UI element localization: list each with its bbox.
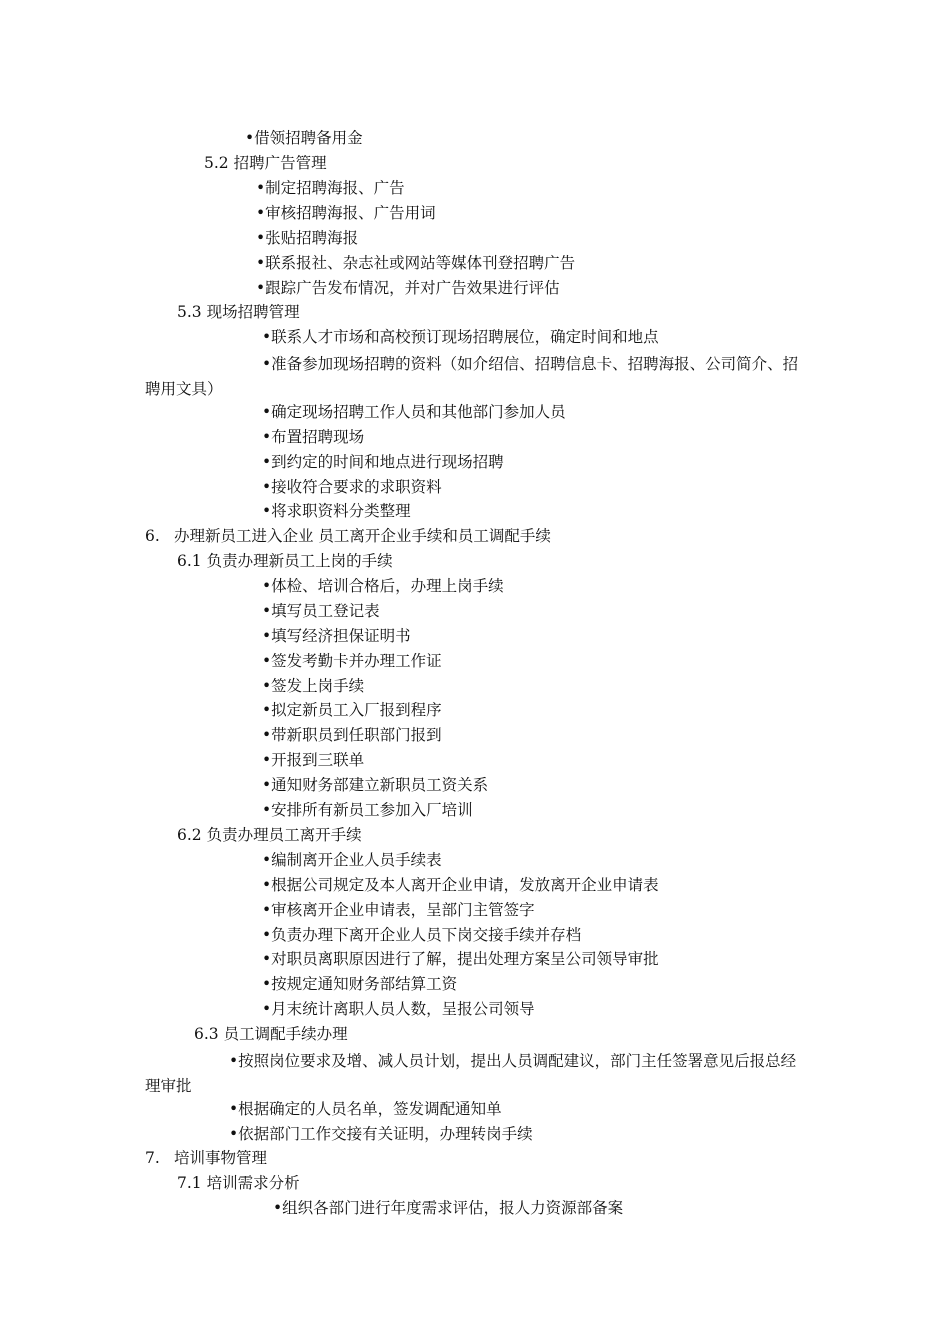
section-heading-5-3: 5.3 现场招聘管理 (177, 303, 300, 321)
list-item: • 联系报社、杂志社或网站等媒体刊登招聘广告 (256, 253, 575, 273)
list-item: • 负责办理下离开企业人员下岗交接手续并存档 (262, 925, 581, 945)
list-item: • 审核离开企业申请表，呈部门主管签字 (262, 900, 535, 920)
section-title: 培训事物管理 (174, 1149, 268, 1167)
section-number: 7. (145, 1149, 160, 1167)
list-item: • 按照岗位要求及增、减人员计划，提出人员调配建议，部门主任签署意见后报总经理审批 (145, 1049, 810, 1099)
list-item: • 布置招聘现场 (262, 427, 364, 447)
section-heading-6-1: 6.1 负责办理新员工上岗的手续 (177, 552, 393, 570)
list-item: • 根据公司规定及本人离开企业申请，发放离开企业申请表 (262, 875, 659, 895)
list-item: • 将求职资料分类整理 (262, 501, 411, 521)
list-item: • 体检、培训合格后，办理上岗手续 (262, 576, 504, 596)
list-item: • 填写员工登记表 (262, 601, 380, 621)
section-heading-5-2: 5.2 招聘广告管理 (204, 154, 327, 172)
list-item: • 通知财务部建立新职员工资关系 (262, 775, 488, 795)
section-heading-6 (145, 526, 551, 546)
list-item: • 审核招聘海报、广告用词 (256, 203, 436, 223)
list-item: • 准备参加现场招聘的资料（如介绍信、招聘信息卡、招聘海报、公司简介、招聘用文具） (145, 352, 810, 402)
section-heading-7-1: 7.1 培训需求分析 (177, 1174, 300, 1192)
list-item: • 拟定新员工入厂报到程序 (262, 700, 442, 720)
list-item: • 联系人才市场和高校预订现场招聘展位，确定时间和地点 (262, 327, 659, 347)
list-item: • 跟踪广告发布情况，并对广告效果进行评估 (256, 278, 560, 298)
list-item: • 带新职员到任职部门报到 (262, 725, 442, 745)
list-item: • 安排所有新员工参加入厂培训 (262, 800, 473, 820)
list-item: • 依据部门工作交接有关证明，办理转岗手续 (229, 1124, 533, 1144)
section-number: 6. (145, 527, 160, 545)
list-item: • 开报到三联单 (262, 750, 364, 770)
section-heading-6-2: 6.2 负责办理员工离开手续 (177, 826, 362, 844)
list-item: • 确定现场招聘工作人员和其他部门参加人员 (262, 402, 566, 422)
list-item: • 根据确定的人员名单，签发调配通知单 (229, 1099, 502, 1119)
section-title: 办理新员工进入企业 员工离开企业手续和员工调配手续 (174, 527, 551, 545)
list-item: • 到约定的时间和地点进行现场招聘 (262, 452, 504, 472)
list-item: • 填写经济担保证明书 (262, 626, 411, 646)
list-item: • 组织各部门进行年度需求评估，报人力资源部备案 (273, 1198, 623, 1218)
list-item: • 按规定通知财务部结算工资 (262, 974, 457, 994)
list-item: • 制定招聘海报、广告 (256, 178, 405, 198)
list-item: • 月末统计离职人员人数，呈报公司领导 (262, 999, 535, 1019)
list-item: • 借领招聘备用金 (245, 128, 363, 148)
section-heading-7 (145, 1148, 267, 1168)
list-item: • 签发上岗手续 (262, 676, 364, 696)
list-item: • 张贴招聘海报 (256, 228, 358, 248)
list-item: • 接收符合要求的求职资料 (262, 477, 442, 497)
list-item: • 签发考勤卡并办理工作证 (262, 651, 442, 671)
list-item: • 对职员离职原因进行了解，提出处理方案呈公司领导审批 (262, 949, 659, 969)
section-heading-6-3: 6.3 员工调配手续办理 (194, 1025, 348, 1043)
list-item: • 编制离开企业人员手续表 (262, 850, 442, 870)
